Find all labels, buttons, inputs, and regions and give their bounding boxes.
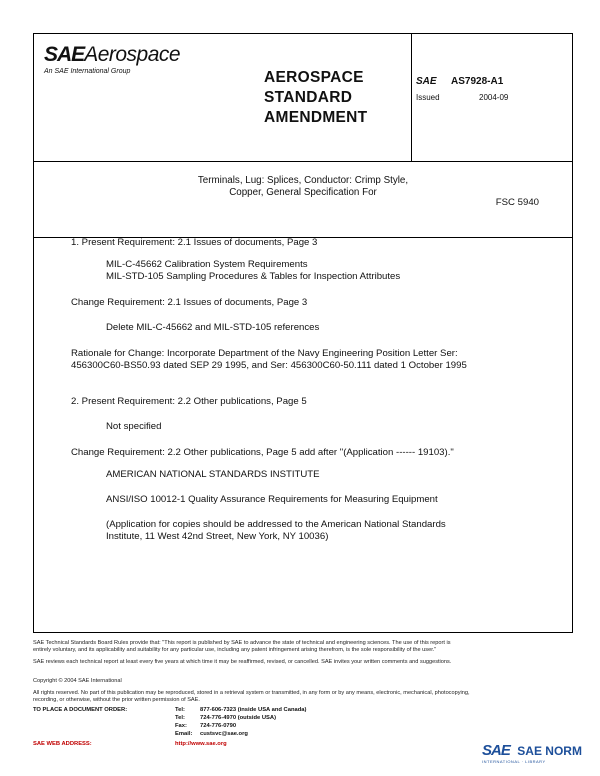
email-label: Email: xyxy=(175,731,193,737)
doc-number: AS7928-A1 xyxy=(451,76,504,87)
tel1-label: Tel: xyxy=(175,707,185,713)
title-line1: Terminals, Lug: Splices, Conductor: Crimp Style, xyxy=(197,175,409,186)
doc-type-line3: AMENDMENT xyxy=(264,109,368,126)
web-label: SAE WEB ADDRESS: xyxy=(33,741,92,747)
rules-line2: entirely voluntary, and its applicability and suitability for any particular use, including any patent infringement arising therefrom, is the sole responsibility of the user." xyxy=(33,647,437,653)
doc-type-line2: STANDARD xyxy=(264,89,353,106)
tel1-value: 877-606-7323 (inside USA and Canada) xyxy=(200,707,307,713)
fax-label: Fax: xyxy=(175,723,187,729)
c2-item3-line2: Institute, 11 West 42nd Street, New York, NY 10036) xyxy=(106,531,329,542)
fax-value: 724-776-0790 xyxy=(200,723,237,729)
document-frame xyxy=(33,33,573,633)
p1-heading: 1. Present Requirement: 2.1 Issues of documents, Page 3 xyxy=(71,237,318,248)
logo-aerospace-text: Aerospace xyxy=(84,43,181,66)
title-line2: Copper, General Specification For xyxy=(229,187,377,198)
document-title xyxy=(34,175,572,199)
logo-subtitle: An SAE International Group xyxy=(44,68,131,75)
logo-sae-text: SAE xyxy=(44,43,85,66)
r1-line2: 456300C60-BS50.93 dated SEP 29 1995, and Ser: 456300C60-50.111 dated 1 October 1995 xyxy=(71,360,467,371)
order-label: TO PLACE A DOCUMENT ORDER: xyxy=(33,707,128,713)
p2-heading: 2. Present Requirement: 2.2 Other publications, Page 5 xyxy=(71,396,307,407)
footer-copyright: Copyright © 2004 SAE International xyxy=(33,678,122,684)
badge-sae: SAE xyxy=(416,76,437,87)
c2-heading: Change Requirement: 2.2 Other publications, Page 5 add after "(Application ------ 19103)." xyxy=(71,447,454,458)
footer-rights xyxy=(33,690,573,704)
p2-item: Not specified xyxy=(106,421,162,432)
web-link[interactable]: http://www.sae.org xyxy=(175,741,227,747)
tel2-value: 724-776-4970 (outside USA) xyxy=(200,715,277,721)
rights-line1: All rights reserved. No part of this publication may be reproduced, stored in a retrieval system or transmitted, in any form or by any means, electronic, mechanical, photocopying, xyxy=(33,690,470,696)
header-vertical-divider xyxy=(411,34,412,161)
rules-line1: SAE Technical Standards Board Rules provide that: "This report is published by SAE to advance the state of technical and engineering sciences. The use of this report is xyxy=(33,640,451,646)
c2-item2: ANSI/ISO 10012-1 Quality Assurance Requirements for Measuring Equipment xyxy=(106,494,438,505)
c1-item: Delete MIL-C-45662 and MIL-STD-105 references xyxy=(106,322,320,333)
footer-review: SAE reviews each technical report at least every five years at which time it may be reaffirmed, revised, or cancelled. SAE invites your written comments and suggestions. xyxy=(33,659,452,665)
issued-label: Issued xyxy=(416,93,440,102)
c2-item3-line1: (Application for copies should be addressed to the American National Standards xyxy=(106,519,446,530)
footer-rules xyxy=(33,640,573,654)
r1-line1: Rationale for Change: Incorporate Department of the Navy Engineering Position Letter Ser: xyxy=(71,348,458,359)
rights-line2: recording, or otherwise, without the prior written permission of SAE. xyxy=(33,697,200,703)
sae-aerospace-logo xyxy=(44,43,180,67)
issued-date: 2004-09 xyxy=(479,93,509,102)
brand-norm-text: SAE NORM xyxy=(517,744,582,758)
tel2-label: Tel: xyxy=(175,715,185,721)
header-divider xyxy=(34,161,572,162)
doc-number-block xyxy=(416,71,503,89)
c2-item1: AMERICAN NATIONAL STANDARDS INSTITUTE xyxy=(106,469,320,480)
brand-sub-text: INTERNATIONAL · LIBRARY xyxy=(482,759,546,764)
brand-sae-mark: SAE xyxy=(482,742,510,759)
sae-norm-watermark xyxy=(482,742,582,764)
doc-type-heading xyxy=(264,68,367,128)
p1-item1: MIL-C-45662 Calibration System Requirements xyxy=(106,259,308,270)
c1-heading: Change Requirement: 2.1 Issues of documents, Page 3 xyxy=(71,297,308,308)
p1-item2: MIL-STD-105 Sampling Procedures & Tables for Inspection Attributes xyxy=(106,271,401,282)
fsc-code: FSC 5940 xyxy=(495,197,539,208)
doc-type-line1: AEROSPACE xyxy=(264,69,364,86)
email-value[interactable]: custsvc@sae.org xyxy=(200,731,248,737)
